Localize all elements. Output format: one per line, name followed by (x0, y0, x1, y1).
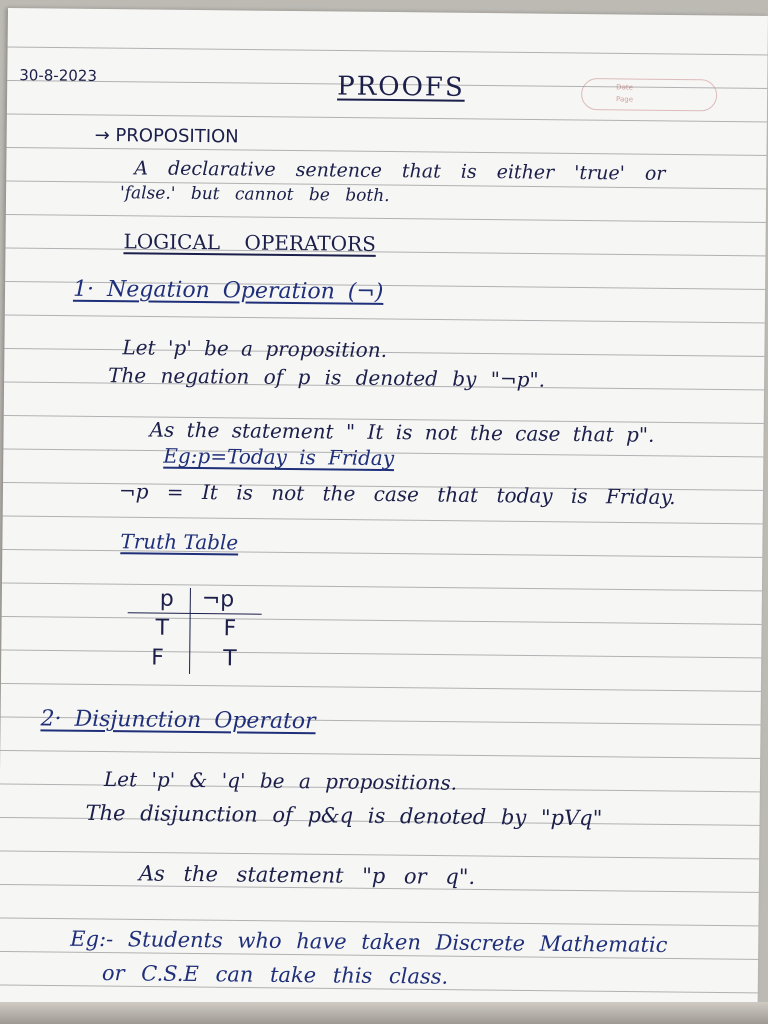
proposition-heading: → PROPOSITION (94, 124, 239, 148)
negation-line-1: Let 'p' be a proposition. (122, 335, 388, 362)
proposition-line-2: 'false.' but cannot be both. (119, 183, 390, 207)
page-edge-shadow (0, 1002, 768, 1024)
disjunction-example-line-2: or C.S.E can take this class. (101, 961, 449, 989)
negation-line-5: ¬p = It is not the case that today is Friday. (118, 479, 676, 510)
table-cell: F (223, 616, 237, 642)
truth-table-divider-vertical (189, 588, 191, 674)
page-title: PROOFS (337, 71, 465, 103)
proposition-line-1: A declarative sentence that is either 'true' or (134, 157, 666, 185)
table-header-not-p: ¬p (201, 587, 235, 613)
date: 30-8-2023 (19, 66, 98, 85)
disjunction-example-line-1: Eg:- Students who have taken Discrete Mathematic (70, 926, 668, 957)
table-cell: T (155, 615, 170, 641)
table-cell: T (223, 646, 237, 672)
disjunction-line-3: As the statement "p or q". (138, 861, 476, 889)
disjunction-line-1: Let 'p' & 'q' be a propositions. (103, 767, 458, 795)
negation-line-3: As the statement " It is not the case that p". (149, 417, 655, 447)
notebook-page (0, 8, 768, 1016)
negation-line-2: The negation of p is denoted by "¬p". (108, 363, 546, 392)
date-page-stamp (581, 78, 717, 111)
truth-table-heading: Truth Table (120, 529, 239, 555)
table-cell: F (151, 645, 164, 671)
stamp-date-label: Date (616, 83, 633, 92)
disjunction-line-2: The disjunction of p&q is denoted by "pVq" (85, 800, 603, 831)
truth-table-divider-horizontal (128, 612, 262, 614)
negation-heading: 1· Negation Operation (¬) (72, 276, 384, 305)
negation-example: Eg:p=Today is Friday (163, 443, 395, 471)
logical-operators-heading: LOGICAL OPERATORS (123, 229, 376, 256)
stamp-page-label: Page (616, 95, 634, 104)
table-header-p: p (159, 586, 174, 612)
disjunction-heading: 2· Disjunction Operator (40, 706, 316, 735)
